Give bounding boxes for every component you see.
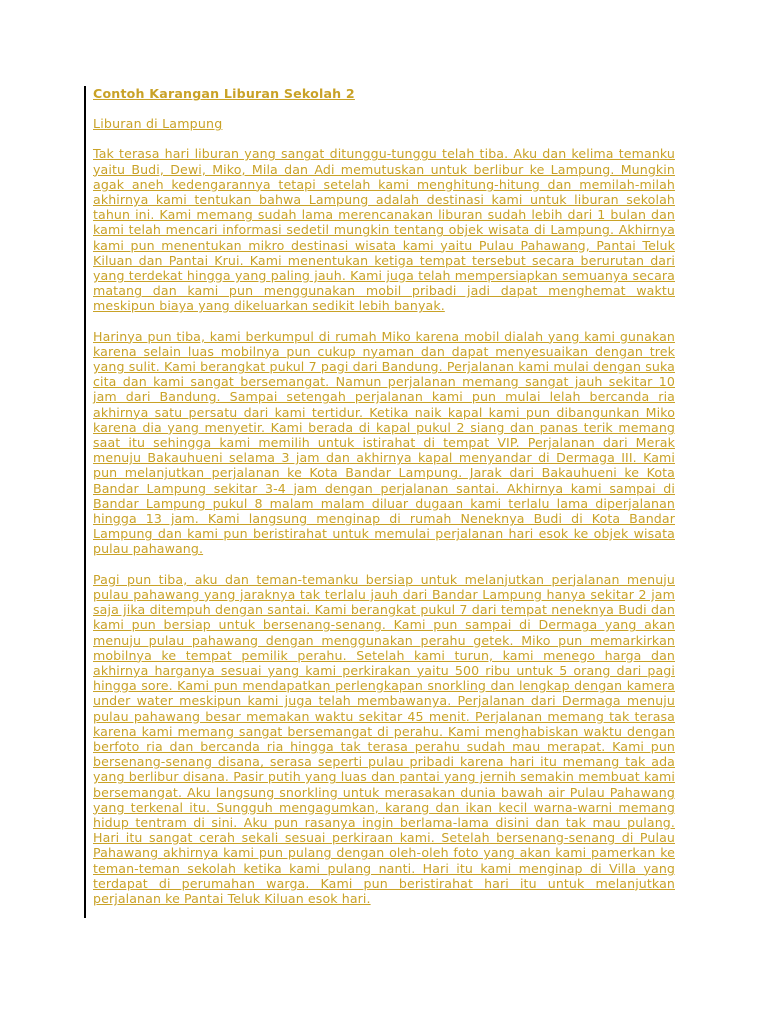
document-title[interactable]: Contoh Karangan Liburan Sekolah 2 xyxy=(93,86,355,101)
document-content xyxy=(93,86,675,921)
document-subtitle[interactable]: Liburan di Lampung xyxy=(93,116,223,132)
paragraph-3[interactable]: Pagi pun tiba, aku dan teman-temanku bersiap untuk melanjutkan perjalanan menuju pulau pahawang yang jaraknya tak terlalu jauh dari Bandar Lampung hanya sekitar 2 jam saja jika ditempuh dengan santai. Kami berangkat pukul 7 dari tempat neneknya Budi dan kami pun bersiap untuk bersenang-senang. Kami pun sampai di Dermaga yang akan menuju pulau pahawang dengan menggunakan perahu getek. Miko pun memarkirkan mobilnya ke tempat pemilik perahu. Setelah kami turun, kami menego harga dan akhirnya harganya sesuai yang kami perkirakan yaitu 500 ribu untuk 5 orang dari pagi hingga sore. Kami pun mendapatkan perlengkapan snorkling dan lengkap dengan kamera under water meskipun kami juga telah membawanya. Perjalanan dari Dermaga menuju pulau pahawang besar memakan waktu sekitar 45 menit. Perjalanan memang tak terasa karena kami memang sangat bersemangat di perahu. Kami menghabiskan waktu dengan berfoto ria dan bercanda ria hingga tak terasa perahu sudah mau merapat. Kami pun bersenang-senang disana, serasa seperti pulau pribadi karena hari itu memang tak ada yang berlibur disana. Pasir putih yang luas dan pantai yang jernih semakin membuat kami bersemangat. Aku langsung snorkling untuk merasakan dunia bawah air Pulau Pahawang yang terkenal itu. Sungguh mengagumkan, karang dan ikan kecil warna-warni memang hidup tentram di sini. Aku pun rasanya ingin berlama-lama disini dan tak mau pulang. Hari itu sangat cerah sekali sesuai perkiraan kami. Setelah bersenang-senang di Pulau Pahawang akhirnya kami pun pulang dengan oleh-oleh foto yang akan kami pamerkan ke teman-teman sekolah ketika kami pulang nanti. Hari itu kami menginap di Villa yang terdapat di perumahan warga. Kami pun beristirahat hari itu untuk melanjutkan perjalanan ke Pantai Teluk Kiluan esok hari. xyxy=(93,571,675,906)
margin-rule xyxy=(84,86,86,918)
paragraph-1[interactable]: Tak terasa hari liburan yang sangat ditunggu-tunggu telah tiba. Aku dan kelima temanku yaitu Budi, Dewi, Miko, Mila dan Adi memutuskan untuk berlibur ke Lampung. Mungkin agak aneh kedengarannya tetapi setelah kami menghitung-hitung dan memilah-milah akhirnya kami tentukan bahwa Lampung adalah destinasi kami untuk liburan sekolah tahun ini. Kami memang sudah lama merencanakan liburan sudah lebih dari 1 bulan dan kami telah mencari informasi sedetil mungkin tentang objek wisata di Lampung. Akhirnya kami pun menentukan mikro destinasi wisata kami yaitu Pulau Pahawang, Pantai Teluk Kiluan dan Pantai Krui. Kami menentukan ketiga tempat tersebut secara berurutan dari yang terdekat hingga yang paling jauh. Kami juga telah mempersiapkan semuanya secara matang dan kami pun menggunakan mobil pribadi jadi dapat menghemat waktu meskipun biaya yang dikeluarkan sedikit lebih banyak. xyxy=(93,146,675,314)
paragraph-2[interactable]: Harinya pun tiba, kami berkumpul di rumah Miko karena mobil dialah yang kami gunakan karena selain luas mobilnya pun cukup nyaman dan dapat menyesuaikan dengan trek yang sulit. Kami berangkat pukul 7 pagi dari Bandung. Perjalanan kami mulai dengan suka cita dan kami sangat bersemangat. Namun perjalanan memang sangat jauh sekitar 10 jam dari Bandung. Sampai setengah perjalanan kami pun mulai lelah bercanda ria akhirnya satu persatu dari kami tertidur. Ketika naik kapal kami pun dibangunkan Miko karena dia yang menyetir. Kami berada di kapal pukul 2 siang dan panas terik memang saat itu sehingga kami memilih untuk istirahat di tempat VIP. Perjalanan dari Merak menuju Bakauhueni selama 3 jam dan akhirnya kapal menyandar di Dermaga III. Kami pun melanjutkan perjalanan ke Kota Bandar Lampung. Jarak dari Bakauhueni ke Kota Bandar Lampung sekitar 3-4 jam dengan perjalanan santai. Akhirnya kami sampai di Bandar Lampung pukul 8 malam malam diluar dugaan kami terlalu lama diperjalanan hingga 13 jam. Kami langsung menginap di rumah Neneknya Budi di Kota Bandar Lampung dan kami pun beristirahat untuk memulai perjalanan hari esok ke objek wisata pulau pahawang. xyxy=(93,328,675,557)
